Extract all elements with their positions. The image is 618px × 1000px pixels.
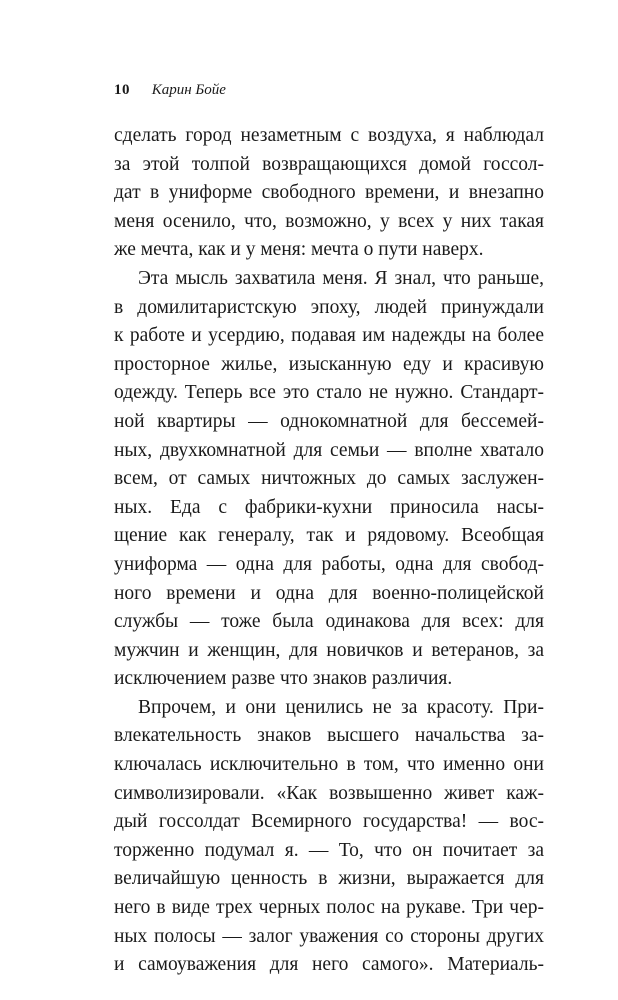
text-line: ных. Еда с фабрики-кухни приносила насы- (114, 496, 544, 518)
text-line: влекательность знаков высшего начальства за- (114, 725, 544, 747)
text-line: ных, двухкомнатной для семьи — вполне хватало (114, 439, 544, 461)
paragraph-3 (114, 694, 544, 980)
text-line: исключением разве что знаков различия. (114, 668, 453, 690)
text-line: меня осенило, что, возможно, у всех у них такая (114, 210, 544, 232)
text-line: торженно подумал я. — То, что он почитает за (114, 839, 544, 861)
text-line: за этой толпой возвращающихся домой госсол- (114, 153, 544, 175)
text-line: и самоуважения для него самого». Материаль- (114, 954, 544, 976)
text-line: просторное жилье, изысканную еду и красивую (114, 353, 544, 375)
text-line: к работе и усердию, подавая им надежды на более (114, 325, 544, 347)
header-author: Карин Бойе (151, 82, 226, 98)
text-line: в домилитаристскую эпоху, людей принуждали (114, 296, 544, 318)
text-line: дат в униформе свободного времени, и внезапно (114, 182, 544, 204)
text-line: величайшую ценность в жизни, выражается для (114, 868, 544, 890)
text-line: дый госсолдат Всемирного государства! — вос- (114, 811, 544, 833)
text-line: ного времени и одна для военно-полицейской (114, 582, 544, 604)
running-header (114, 81, 226, 99)
paragraph-1 (114, 122, 544, 265)
text-line: сделать город незаметным с воздуха, я наблюдал (114, 125, 544, 146)
text-line: службы — тоже была одинакова для всех: для (114, 611, 544, 633)
text-line: всем, от самых ничтожных до самых заслужен- (114, 468, 544, 490)
text-line: него в виде трех черных полос на рукаве. Три чер- (114, 897, 544, 919)
text-line: мужчин и женщин, для новичков и ветеранов, за (114, 639, 544, 661)
text-line: символизировали. «Как возвышенно живет каж- (114, 782, 544, 804)
text-line: щение как генералу, так и рядовому. Всеобщая (114, 525, 544, 547)
text-line: ключалась исключительно в том, что именно они (114, 754, 544, 776)
paragraph-2 (114, 265, 544, 694)
text-line: ных полосы — залог уважения со стороны других (114, 925, 544, 947)
page-number: 10 (114, 82, 130, 98)
text-line: ной квартиры — однокомнатной для бессемей- (114, 410, 544, 432)
body-text (114, 122, 544, 980)
text-line: Впрочем, и они ценились не за красоту. При- (138, 696, 544, 718)
text-line: униформа — одна для работы, одна для свобод- (114, 553, 544, 575)
text-line: одежду. Теперь все это стало не нужно. Стандарт- (114, 382, 544, 404)
text-line: Эта мысль захватила меня. Я знал, что раньше, (138, 267, 544, 289)
text-line: же мечта, как и у меня: мечта о пути наверх. (114, 239, 484, 261)
